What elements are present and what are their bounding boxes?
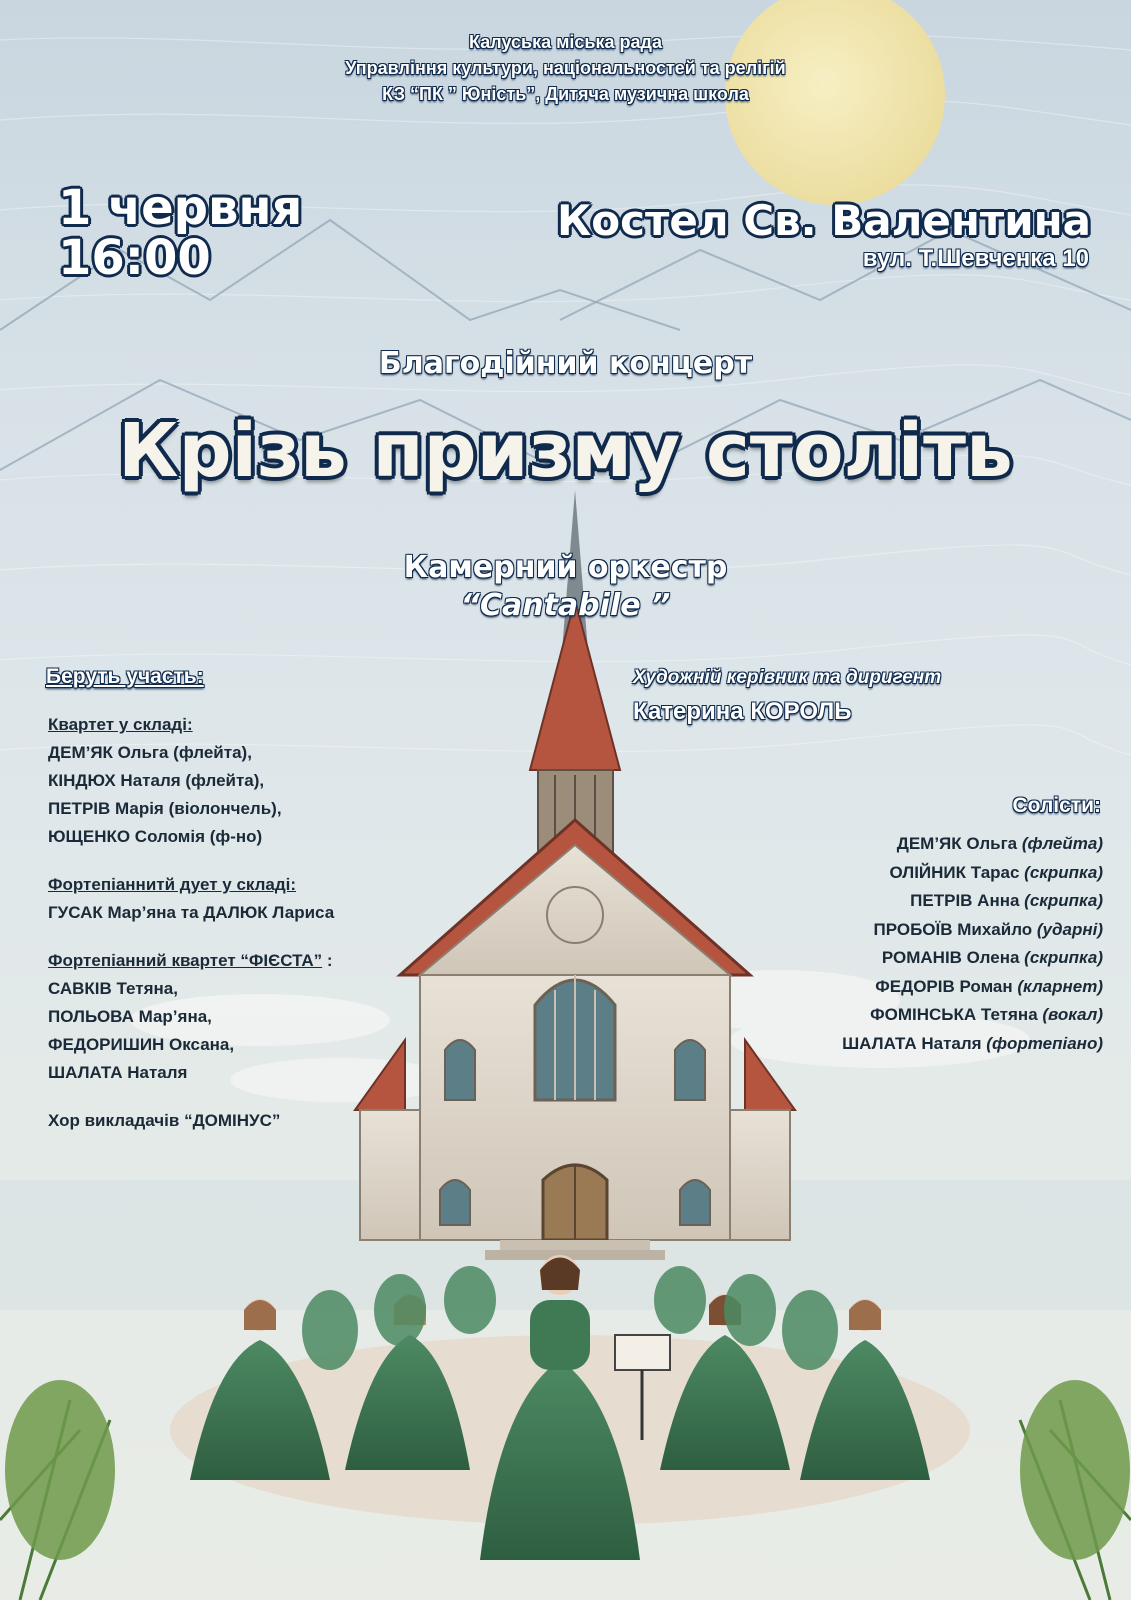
piano-quartet-member: ФЕДОРИШИН Оксана, (48, 1035, 235, 1054)
organizer-line-3: КЗ “ПК ” Юність”, Дитяча музична школа (382, 84, 749, 104)
venue-name: Костел Св. Валентина (556, 196, 1091, 245)
soloist-item: РОМАНІВ Олена (скрипка) (881, 948, 1103, 967)
orchestra-line-2: “Cantabile ” (460, 588, 671, 623)
piano-quartet-heading: Фортепіанний квартет “ФІЄСТА” (48, 951, 323, 970)
soloist-item: ДЕМ’ЯК Ольга (флейта) (896, 834, 1103, 853)
quartet-heading: Квартет у складі: (48, 715, 193, 734)
quartet-member: ЮЩЕНКО Соломія (ф-но) (48, 827, 263, 846)
participants-heading: Беруть участь: (46, 665, 204, 688)
piano-quartet-member: САВКІВ Тетяна, (48, 979, 178, 998)
piano-quartet-member: ШАЛАТА Наталя (48, 1063, 188, 1082)
piano-duet-members: ГУСАК Мар’яна та ДАЛЮК Лариса (48, 903, 335, 922)
soloist-item: ШАЛАТА Наталя (фортепіано) (842, 1033, 1103, 1053)
quartet-member: ПЕТРІВ Марія (віолончель), (48, 799, 282, 818)
event-type: Благодійний концерт (378, 346, 753, 381)
piano-duet-heading: Фортепіаннитй дует у складі: (48, 875, 297, 894)
soloists-list (842, 830, 1103, 1058)
venue-address: вул. Т.Шевченка 10 (862, 245, 1089, 272)
director-name: Катерина КОРОЛЬ (633, 698, 852, 725)
event-time: 16:00 (58, 230, 211, 286)
event-title: Крізь призму століть (118, 408, 1013, 494)
soloist-item: ПЕТРІВ Анна (скрипка) (910, 891, 1103, 910)
soloist-item: ФЕДОРІВ Роман (кларнет) (875, 976, 1103, 996)
participants-list (48, 711, 334, 1135)
organizer-line-2: Управління культури, національностей та релігій (345, 58, 786, 78)
piano-quartet-member: ПОЛЬОВА Мар’яна, (48, 1007, 212, 1026)
choir: Хор викладачів “ДОМІНУС” (48, 1111, 281, 1130)
quartet-member: ДЕМ’ЯК Ольга (флейта), (48, 743, 252, 762)
piano-quartet-heading-suffix: : (322, 951, 333, 970)
director-role: Художній керівник та диригент (633, 667, 942, 688)
soloist-item: ОЛІЙНИК Тарас (скрипка) (889, 862, 1103, 882)
soloist-item: ФОМІНСЬКА Тетяна (вокал) (870, 1005, 1103, 1024)
soloists-heading: Солісти: (1012, 794, 1101, 817)
organizer-line-1: Калуська міська рада (469, 32, 662, 52)
soloist-item: ПРОБОЇВ Михайло (ударні) (873, 919, 1103, 939)
event-date: 1 червня (58, 180, 303, 236)
orchestra-line-1: Камерний оркестр (403, 550, 728, 585)
quartet-member: КІНДЮХ Наталя (флейта), (48, 771, 265, 790)
